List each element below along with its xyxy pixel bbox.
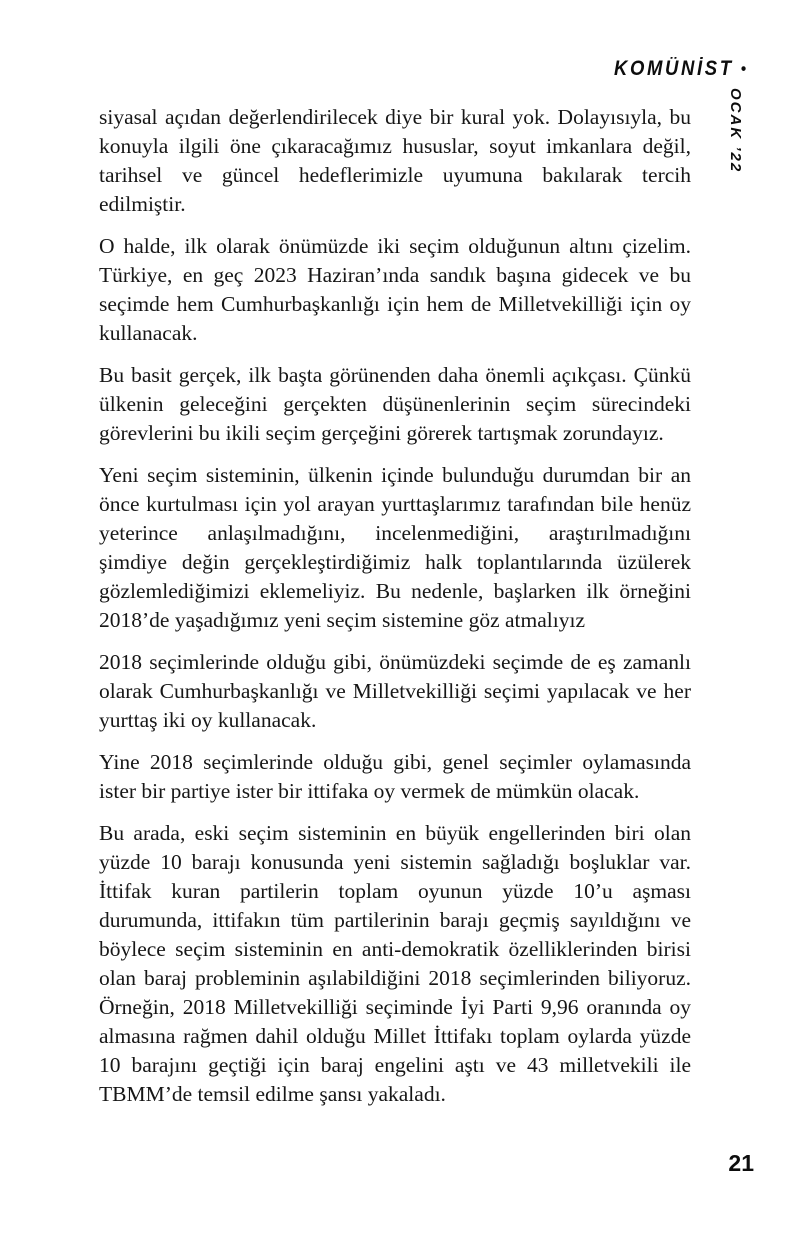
journal-header	[614, 57, 746, 81]
paragraph: Yeni seçim sisteminin, ülkenin içinde bulunduğu durumdan bir an önce kurtulması için yol arayan yurttaşlarımız tarafından bile henüz yeterince anlaşılmadığını, incelenmediğini, araştırılmadığını şimdiye değin gerçekleştirdiğimiz halk toplantılarında üzülerek gözlemlediğimizi eklemeliyiz. Bu nedenle, başlarken ilk örneğini 2018’de yaşadığımız yeni seçim sistemine göz atmalıyız	[99, 463, 691, 632]
paragraph: siyasal açıdan değerlendirilecek diye bir kural yok. Dolayısıyla, bu konuyla ilgili öne çıkaracağımız hususlar, soyut imkanlara değil, tarihsel ve güncel hedeflerimizle uyumuna bakılarak tercih edilmiştir.	[99, 105, 691, 216]
paragraph: Bu arada, eski seçim sisteminin en büyük engellerinden biri olan yüzde 10 barajı konusunda yeni sistemin sağladığı boşluklar var. İttifak kuran partilerin toplam oyunun yüzde 10’u aşması durumunda, ittifakın tüm partilerinin barajı geçmiş sayıldığını ve böylece seçim sisteminin en anti-demokratik özelliklerinden birisi olan baraj probleminin aşılabildiğini 2018 seçimlerinden biliyoruz. Örneğin, 2018 Milletvekilliği seçiminde İyi Parti 9,96 oranında oy almasına rağmen dahil olduğu Millet İttifakı toplam oylarda yüzde 10 barajını geçtiği için baraj engelini aştı ve 43 milletvekili ile TBMM’de temsil edilme şansı yakaladı.	[99, 821, 691, 1106]
paragraph: Bu basit gerçek, ilk başta görünenden daha önemli açıkçası. Çünkü ülkenin geleceğini gerçekten düşünenlerinin seçim sürecindeki görevlerini bu ikili seçim gerçeğini görerek tartışmak zorundayız.	[99, 363, 691, 445]
paragraph: Yine 2018 seçimlerinde olduğu gibi, genel seçimler oylamasında ister bir partiye ister bir ittifaka oy vermek de mümkün olacak.	[99, 750, 691, 803]
article-body	[99, 103, 691, 1122]
paragraph: O halde, ilk olarak önümüzde iki seçim olduğunun altını çizelim. Türkiye, en geç 2023 Haziran’ında sandık başına gidecek ve bu seçimde hem Cumhurbaşkanlığı için hem de Milletvekilliği için oy kullanacak.	[99, 234, 691, 345]
paragraph: 2018 seçimlerinde olduğu gibi, önümüzdeki seçimde de eş zamanlı olarak Cumhurbaşkanlığı ve Milletvekilliği seçimi yapılacak ve her yurttaş iki oy kullanacak.	[99, 650, 691, 732]
issue-date-vertical: OCAK ’22	[727, 88, 744, 174]
header-bullet-icon: •	[740, 59, 746, 78]
journal-title: KOMÜNİST	[614, 57, 734, 80]
page-number: 21	[728, 1150, 754, 1176]
